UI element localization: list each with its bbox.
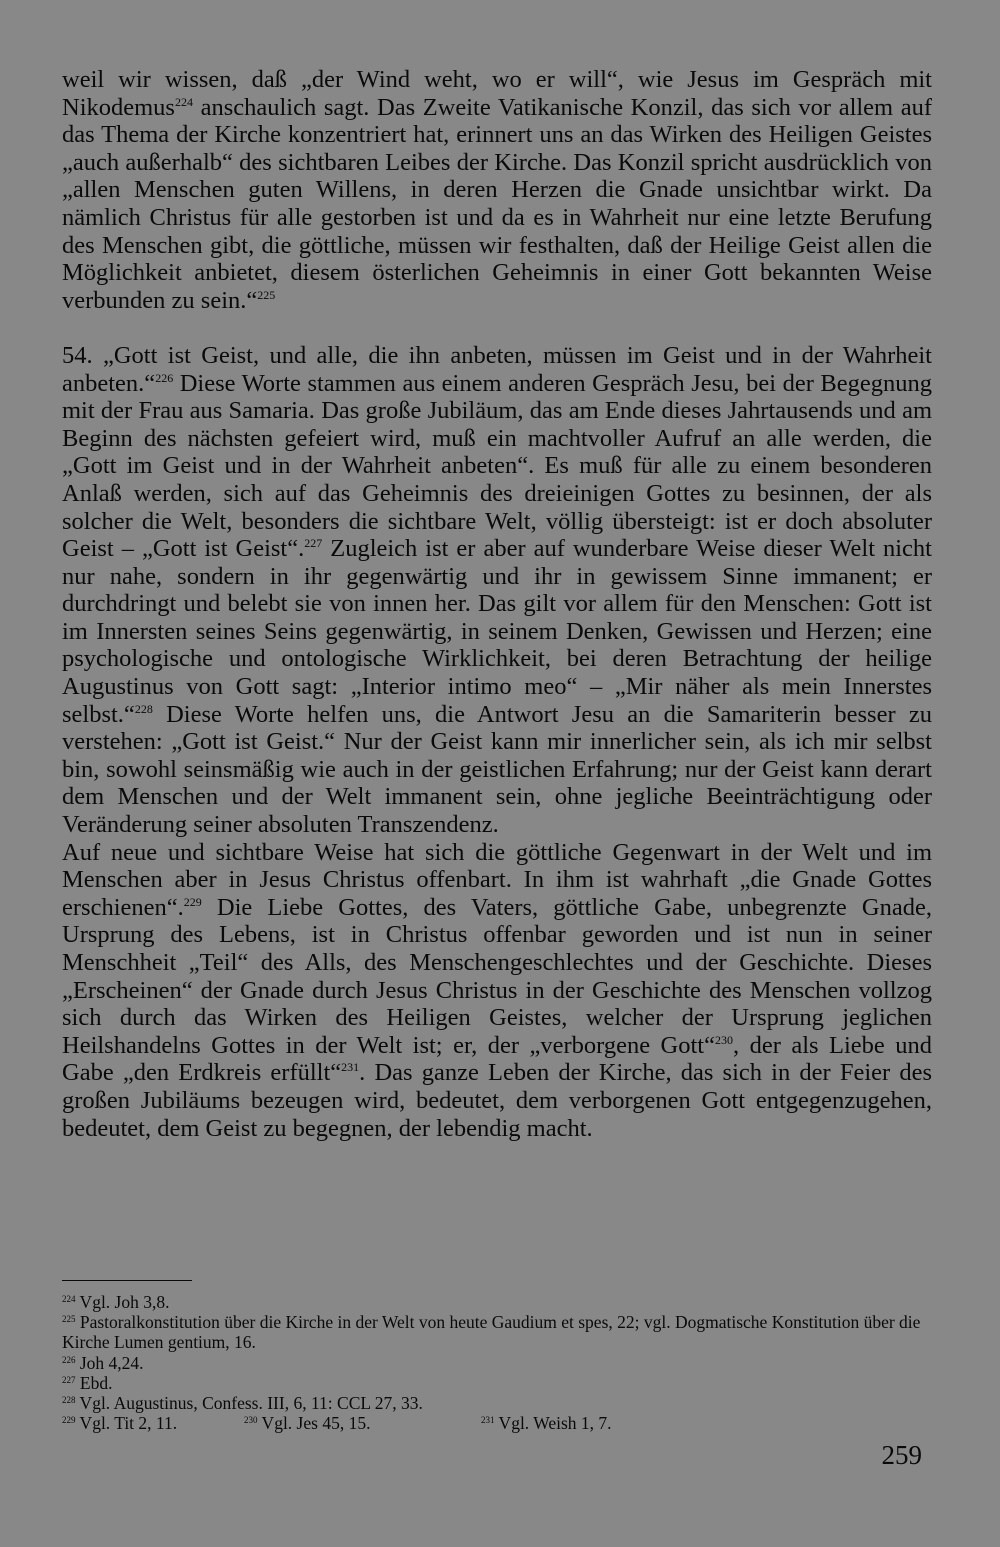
footnote-number: 230 — [244, 1415, 258, 1426]
footnote-number: 226 — [62, 1354, 76, 1365]
footnote-ref[interactable]: 224 — [174, 94, 193, 109]
paragraph-text: Die Liebe Gottes, des Vaters, göttliche Gabe, unbegrenzte Gnade, Ursprung des Lebens, ist in Christus offenbar geworden und ist nun in seiner Menschheit „Teil“ des Alls, des Menschengeschlechtes und der Geschichte. Dieses „Erscheinen“ der Gnade durch Jesus Christus in der Geschichte des Menschen vollzog sich durch das Wirken des Heiligen Geistes, welcher der Ursprung jeglichen Heilshandelns Gottes in der Welt ist; er, der „verborgene Gott“ — [62, 893, 932, 1059]
footnote-ref[interactable]: 228 — [134, 701, 153, 716]
paragraph-3 — [62, 839, 932, 1143]
paragraph-text: Diese Worte helfen uns, die Antwort Jesu an die Samariterin besser zu verstehen: „Gott ist Geist.“ Nur der Geist kann mir innerlicher sein, als ich mir selbst bin, sowohl seinsmäßig wie auch in der geistlichen Erfahrung; nur der Geist kann derart dem Menschen und der Welt immanent sein, ohne jegliche Beeinträchtigung oder Veränderung seiner absoluten Transzendenz. — [62, 700, 932, 839]
page-number: 259 — [881, 1440, 922, 1470]
footnote-ref[interactable]: 225 — [257, 287, 276, 302]
footnote-ref[interactable]: 226 — [155, 370, 174, 385]
footnote-230 — [244, 1413, 481, 1433]
footnote-text: Pastoralkonstitution über die Kirche in der Welt von heute Gaudium et spes, 22; vgl. Dogmatische Konstitution über die Kirche Lumen gentium, 16. — [62, 1312, 921, 1353]
footnotes — [62, 1292, 928, 1433]
footnote-divider — [62, 1280, 192, 1281]
paragraph-text: . Das ganze Leben der Kirche, das sich in der Feier des großen Jubiläums bezeugen wird, bedeutet, dem verborgenen Gott entgegenzugehen, bedeutet, dem Geist zu begegnen, der lebendig macht. — [62, 1059, 932, 1142]
paragraph-text: Zugleich ist er aber auf wunderbare Weise dieser Welt nicht nur nahe, sondern in ihr gegenwärtig und ihr in gewissem Sinne immanent; er durchdringt und belebt sie von innen her. Das gilt vor allem für den Menschen: Gott ist im Innersten seines Seins gegenwärtig, in seinem Denken, Gewissen und Herzen; eine psychologische und ontologische Wirklichkeit, bei deren Betrachtung der heilige Augustinus von Gott sagt: „Interior intimo meo“ – „Mir näher als mein Innerstes selbst.“ — [62, 535, 932, 728]
footnote-number: 225 — [62, 1314, 76, 1325]
footnote-ref[interactable]: 229 — [183, 894, 202, 909]
paragraph-text: weil wir wissen, daß „der Wind weht, wo er will“, wie Jesus im Gespräch mit Nikodemus — [62, 66, 932, 121]
footnote-231 — [481, 1413, 612, 1433]
footnote-text: Vgl. Tit 2, 11. — [75, 1413, 178, 1434]
footnote-226 — [62, 1353, 928, 1373]
footnote-text: Vgl. Weish 1, 7. — [494, 1413, 612, 1434]
footnote-number: 224 — [62, 1294, 76, 1304]
footnote-text: Joh 4,24. — [75, 1352, 144, 1373]
footnote-ref[interactable]: 227 — [304, 536, 323, 551]
paragraph-text: 54. „Gott ist Geist, und alle, die ihn anbeten, müssen im Geist und in der Wahrheit anbeten.“ — [62, 341, 932, 397]
paragraph-text: Diese Worte stammen aus einem anderen Gespräch Jesu, bei der Begegnung mit der Frau aus Samaria. Das große Jubiläum, das am Ende dieses Jahrtausends und am Beginn des nächsten gefeiert wird, muß ein machtvoller Aufruf an alle werden, die „Gott im Geist und in der Wahrheit anbeten“. Es muß für alle zu einem besonderen Anlaß werden, sich auf das Geheimnis des dreieinigen Gottes zu besinnen, der als solcher die Welt, besonders die sichtbare Welt, völlig übersteigt: ist er doch absoluter Geist – „Gott ist Geist“. — [62, 369, 932, 563]
footnote-text: Ebd. — [75, 1372, 113, 1393]
footnote-row-229-231 — [62, 1413, 928, 1433]
footnote-number: 228 — [62, 1395, 76, 1406]
footnote-ref[interactable]: 230 — [714, 1032, 733, 1047]
footnote-228 — [62, 1393, 928, 1413]
main-text — [62, 66, 932, 1142]
paragraph-text: anschaulich sagt. Das Zweite Vatikanische Konzil, das sich vor allem auf das Thema der Kirche konzentriert hat, erinnert uns an das Wirken des Heiligen Geistes „auch außerhalb“ des sichtbaren Leibes der Kirche. Das Konzil spricht ausdrücklich von „allen Menschen guten Willens, in deren Herzen die Gnade unsichtbar wirkt. Da nämlich Christus für alle gestorben ist und da es in Wahrheit nur eine letzte Berufung des Menschen gibt, die göttliche, müssen wir festhalten, daß der Heilige Geist allen die Möglichkeit anbietet, diesem österlichen Geheimnis in einer Gott bekannten Weise verbunden zu sein.“ — [62, 93, 932, 314]
paragraph-text: , der als Liebe und Gabe „den Erdkreis erfüllt“ — [62, 1031, 932, 1087]
footnote-text: Vgl. Augustinus, Confess. III, 6, 11: CCL 27, 33. — [75, 1393, 423, 1414]
paragraph-text: Auf neue und sichtbare Weise hat sich die göttliche Gegenwart in der Welt und im Menschen aber in Jesus Christus offenbart. In ihm ist wahrhaft „die Gnade Gottes erschienen“. — [62, 838, 932, 921]
paragraph-54 — [62, 342, 932, 839]
footnote-224 — [62, 1292, 928, 1312]
footnote-ref[interactable]: 231 — [341, 1060, 360, 1075]
footnote-number: 231 — [481, 1415, 495, 1426]
footnote-text: Vgl. Jes 45, 15. — [257, 1413, 371, 1434]
footnote-number: 229 — [62, 1415, 76, 1426]
footnote-text: Vgl. Joh 3,8. — [75, 1292, 170, 1312]
footnote-227 — [62, 1373, 928, 1393]
paragraph-1 — [62, 66, 932, 314]
footnote-number: 227 — [62, 1374, 76, 1385]
footnote-229 — [62, 1413, 244, 1433]
footnote-225 — [62, 1312, 928, 1352]
